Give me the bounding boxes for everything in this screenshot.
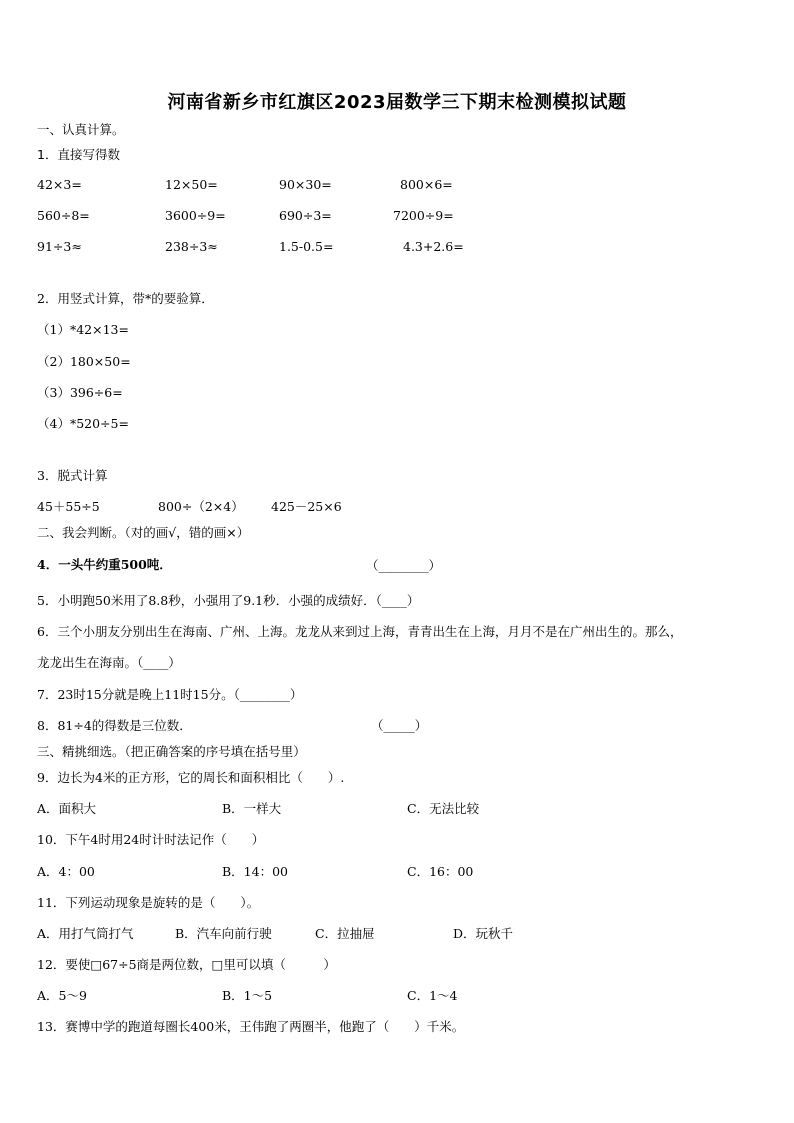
q11-option-a[interactable]: A．用打气筒打气 bbox=[37, 926, 134, 941]
q1-item: 238÷3≈ bbox=[165, 239, 218, 254]
q1-item: 690÷3= bbox=[279, 208, 332, 223]
section-2-heading: 二、我会判断。（对的画√，错的画×） bbox=[37, 525, 250, 540]
q8-text: 8．81÷4的得数是三位数． bbox=[37, 718, 192, 733]
q3-label: 3．脱式计算 bbox=[37, 468, 108, 483]
section-1-heading: 一、认真计算。 bbox=[37, 122, 125, 137]
q1-item: 4.3+2.6= bbox=[403, 239, 464, 254]
page-title: 河南省新乡市红旗区2023届数学三下期末检测模拟试题 bbox=[167, 92, 627, 113]
q1-item: 7200÷9= bbox=[393, 208, 454, 223]
q5-text: 5．小明跑50米用了8.8秒，小强用了9.1秒．小强的成绩好．（____） bbox=[37, 593, 420, 608]
q2-label: 2．用竖式计算，带*的要验算． bbox=[37, 291, 214, 306]
q12-text: 12．要使□67÷5商是两位数，□里可以填（ ） bbox=[37, 957, 336, 972]
q6-text: 6．三个小朋友分别出生在海南、广州、上海。龙龙从来到过上海，青青出生在上海，月月不是在广州出生的。那么， bbox=[37, 624, 683, 639]
q12-option-a[interactable]: A．5～9 bbox=[37, 988, 87, 1003]
q9-text: 9．边长为4米的正方形，它的周长和面积相比（ ）. bbox=[37, 770, 345, 785]
q10-text: 10．下午4时用24时计时法记作（ ） bbox=[37, 832, 265, 847]
q2-item: （1）*42×13= bbox=[37, 322, 129, 337]
q11-option-d[interactable]: D．玩秋千 bbox=[453, 926, 514, 941]
q1-item: 91÷3≈ bbox=[37, 239, 82, 254]
q1-item: 1.5-0.5= bbox=[279, 239, 334, 254]
q6-text-cont: 龙龙出生在海南。（____） bbox=[37, 655, 181, 670]
q1-item: 42×3= bbox=[37, 177, 82, 192]
q10-option-b[interactable]: B．14：00 bbox=[222, 864, 288, 879]
q7-text: 7．23时15分就是晚上11时15分。（________） bbox=[37, 687, 303, 702]
q4-text: 4．一头牛约重500吨． bbox=[37, 557, 172, 572]
q1-label: 1．直接写得数 bbox=[37, 147, 120, 162]
q11-text: 11．下列运动现象是旋转的是（ ）。 bbox=[37, 895, 260, 910]
q8-answer-blank[interactable]: （_____） bbox=[371, 718, 428, 733]
q11-option-c[interactable]: C．拉抽屉 bbox=[315, 926, 375, 941]
q2-item: （3）396÷6= bbox=[37, 385, 123, 400]
section-3-heading: 三、精挑细选。（把正确答案的序号填在括号里） bbox=[37, 744, 306, 759]
q9-option-c[interactable]: C．无法比较 bbox=[407, 801, 480, 816]
q12-option-b[interactable]: B．1～5 bbox=[222, 988, 273, 1003]
q13-text: 13．赛博中学的跑道每圈长400米，王伟跑了两圈半，他跑了（ ）千米。 bbox=[37, 1019, 465, 1034]
q2-item: （4）*520÷5= bbox=[37, 416, 129, 431]
q3-item: 45＋55÷5 bbox=[37, 499, 100, 514]
q10-option-c[interactable]: C．16：00 bbox=[407, 864, 474, 879]
q2-item: （2）180×50= bbox=[37, 354, 131, 369]
q3-item: 800÷（2×4） bbox=[158, 499, 244, 514]
q9-option-a[interactable]: A．面积大 bbox=[37, 801, 97, 816]
q10-option-a[interactable]: A．4：00 bbox=[37, 864, 95, 879]
q1-item: 12×50= bbox=[165, 177, 218, 192]
q1-item: 90×30= bbox=[279, 177, 332, 192]
q11-option-b[interactable]: B．汽车向前行驶 bbox=[175, 926, 272, 941]
q9-option-b[interactable]: B．一样大 bbox=[222, 801, 282, 816]
q1-item: 560÷8= bbox=[37, 208, 90, 223]
q3-item: 425－25×6 bbox=[271, 499, 342, 514]
q4-answer-blank[interactable]: （________） bbox=[366, 558, 442, 573]
q12-option-c[interactable]: C．1～4 bbox=[407, 988, 458, 1003]
q1-item: 800×6= bbox=[400, 177, 453, 192]
q1-item: 3600÷9= bbox=[165, 208, 226, 223]
